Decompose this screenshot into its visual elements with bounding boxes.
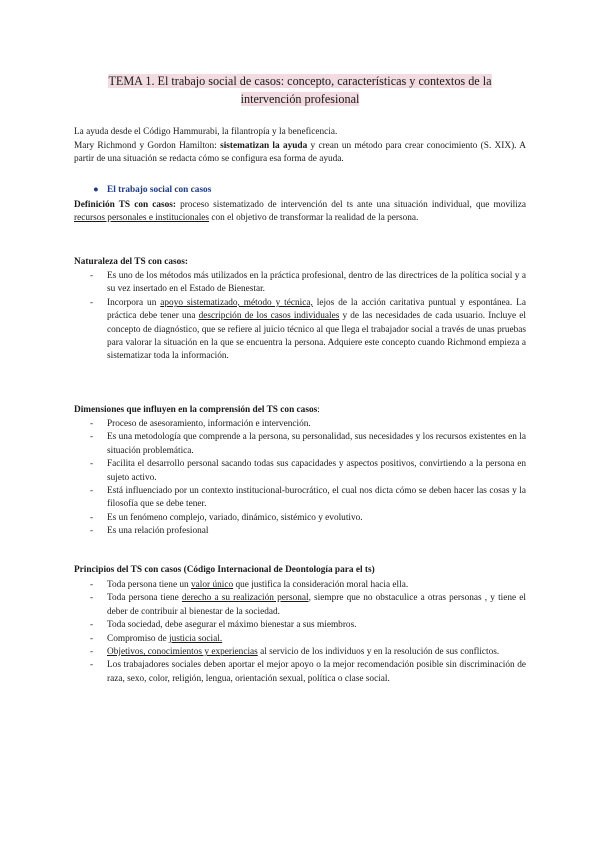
dimensiones-list [74,418,526,539]
principios-heading: Principios del TS con casos (Código Internacional de Deontología para el ts) [74,565,375,575]
list-item: - Toda persona tiene un valor único que justifica la consideración moral hacia ella. [74,579,526,592]
title-line-1: TEMA 1. El trabajo social de casos: concepto, características y contextos de la [108,74,492,88]
definition-paragraph: Definición TS con casos: proceso sistematizado de intervención del ts ante una situación individual, que moviliza recursos personales e institucionales con el objetivo de transformar la realidad de la persona. [74,200,526,224]
list-item: - Facilita el desarrollo personal sacando todas sus capacidades y aspectos positivos, convirtiendo a la persona en sujeto activo. [74,458,526,485]
intro-paragraph-2: Mary Richmond y Gordon Hamilton: sistematizan la ayuda y crean un método para crear conocimiento (S. XIX). A partir de una situación se redacta cómo se configura esa forma de ayuda. [74,141,526,165]
list-item: - Es un fenómeno complejo, variado, dinámico, sistémico y evolutivo. [74,512,526,525]
naturaleza-heading: Naturaleza del TS con casos: [74,257,188,267]
list-item: - Incorpora un apoyo sistematizado, método y técnica, lejos de la acción caritativa puntual y espontánea. La práctica debe tener una descripción de los casos individuales y de las necesidades de cada usuario. Incluye el concepto de diagnóstico, que se refiere al juicio técnico al que llega el trabajador social a través de unas pruebas para valorar la situación en la que se encuentra la persona. Adquiere este concepto cuando Richmond empieza a sistematizar toda la información. [74,297,526,364]
sistematizan-emphasis: sistematizan la ayuda [220,141,308,151]
document-title [85,72,515,108]
bullet-dot-icon: ● [93,185,99,195]
principios-list [74,579,526,686]
list-item: - Es una relación profesional [74,525,526,538]
list-item: - Proceso de asesoramiento, información e intervención. [74,418,526,431]
list-item: - Compromiso de justicia social. [74,633,526,646]
list-item: - Es una metodología que comprende a la persona, su personalidad, sus necesidades y los recursos existentes en la situación problemática. [74,431,526,458]
definition-label: Definición TS con casos: [74,200,177,210]
intro-paragraph-1: La ayuda desde el Código Hammurabi, la filantropía y la beneficencia. [74,127,338,137]
list-item: - Objetivos, conocimientos y experiencias al servicio de los individuos y en la resolución de sus conflictos. [74,646,526,659]
list-item: - Es uno de los métodos más utilizados en la práctica profesional, dentro de las directrices de la política social y a su vez insertado en el Estado de Bienestar. [74,270,526,297]
list-item: - Los trabajadores sociales deben aportar el mejor apoyo o la mejor recomendación posible sin discriminación de raza, sexo, color, religión, lengua, orientación sexual, política o clase social. [74,659,526,686]
dimensiones-heading: Dimensiones que influyen en la comprensión del TS con casos: [74,405,320,415]
list-item: - Está influenciado por un contexto institucional-burocrático, el cual nos dicta cómo se deben hacer las cosas y la filosofía que se debe tener. [74,485,526,512]
title-line-2: intervención profesional [240,92,360,106]
list-item: - Toda persona tiene derecho a su realización personal, siempre que no obstaculice a otras personas , y tiene el deber de contribuir al bienestar de la sociedad. [74,592,526,619]
definition-underline: recursos personales e institucionales [74,213,210,224]
naturaleza-list [74,270,526,364]
section-bullet-heading: ● El trabajo social con casos [93,185,212,195]
list-item: - Toda sociedad, debe asegurar el máximo bienestar a sus miembros. [74,619,526,632]
